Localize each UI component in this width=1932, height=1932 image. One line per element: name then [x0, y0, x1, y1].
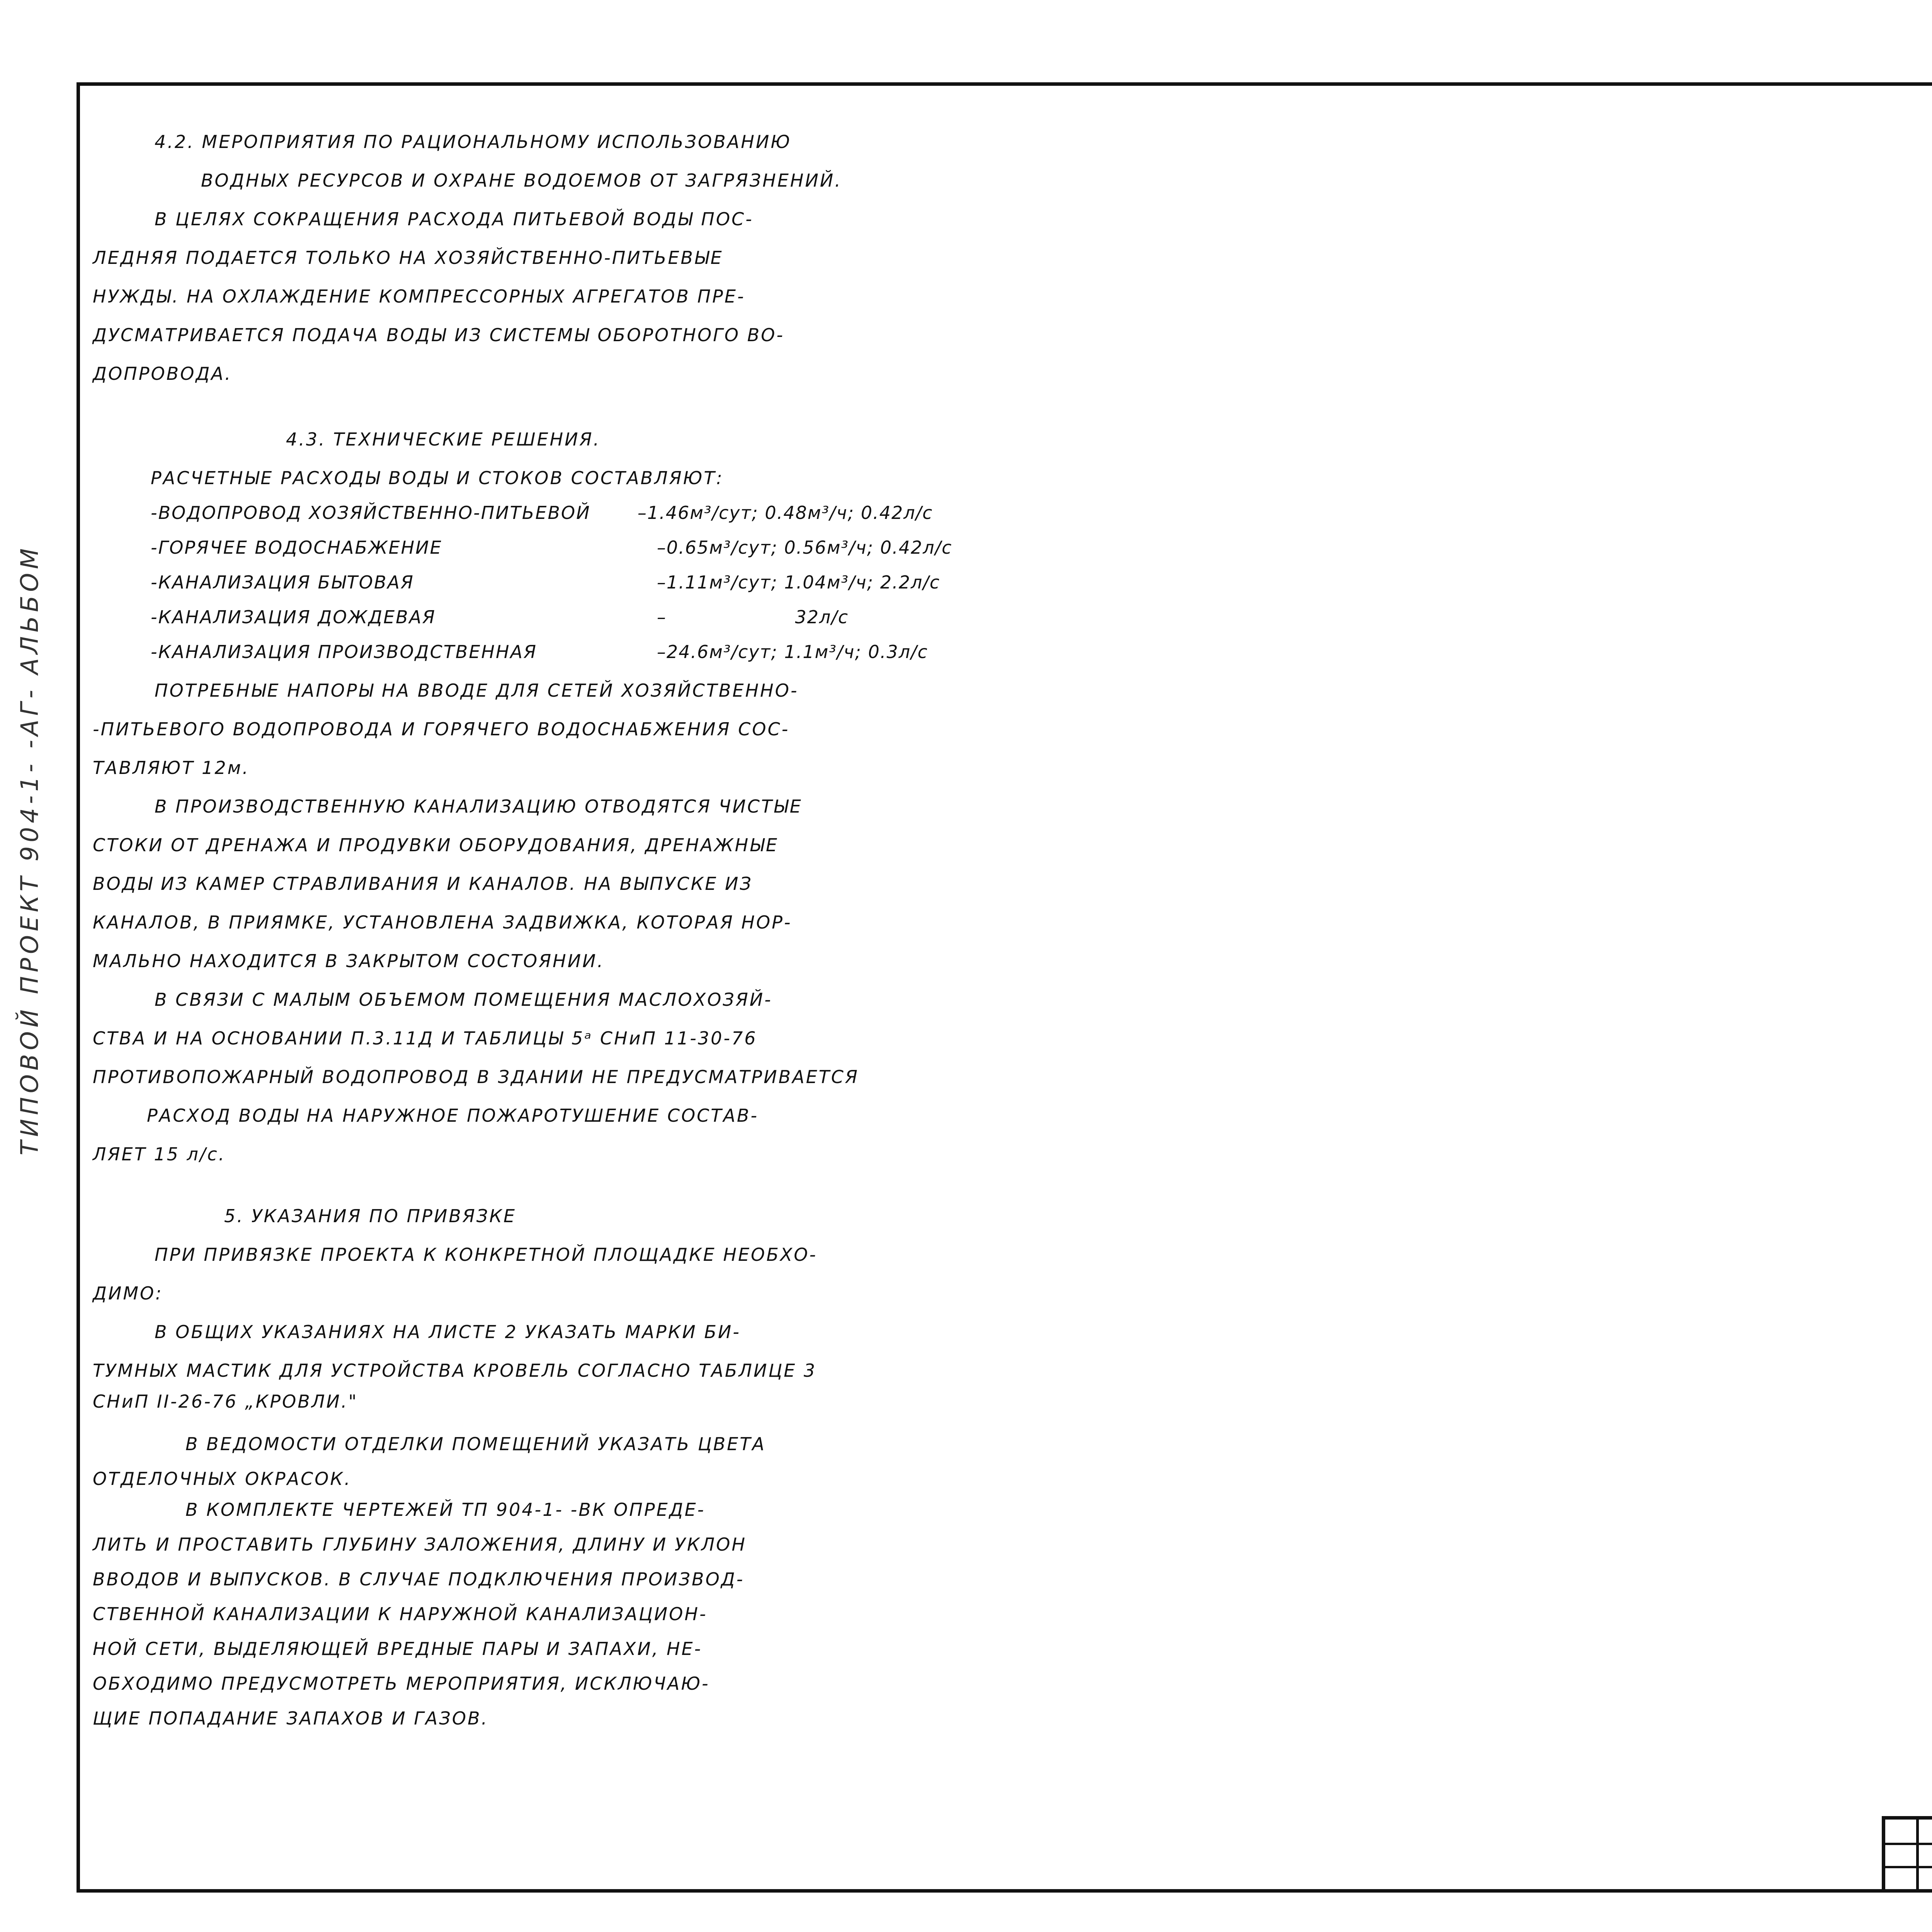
section-4-3-text-line: ПРОТИВОПОЖАРНЫЙ ВОДОПРОВОД В ЗДАНИИ НЕ ПРЕДУСМАТРИВАЕТСЯ — [93, 1066, 859, 1087]
flow-value-hot-water: –0.65м³/сут; 0.56м³/ч; 0.42л/с — [657, 537, 952, 558]
section-5-text-line: ДИМО: — [93, 1283, 163, 1304]
section-5-text-line: ВВОДОВ И ВЫПУСКОВ. В СЛУЧАЕ ПОДКЛЮЧЕНИЯ ПРОИЗВОД- — [93, 1569, 745, 1590]
section-4-3-text-line: ТАВЛЯЮТ 12м. — [93, 757, 250, 778]
section-4-3-text-line: МАЛЬНО НАХОДИТСЯ В ЗАКРЫТОМ СОСТОЯНИИ. — [93, 951, 605, 971]
flow-name-domestic-water: -ВОДОПРОВОД ХОЗЯЙСТВЕННО-ПИТЬЕВОЙ — [151, 502, 591, 523]
section-5-text-line: В ОБЩИХ УКАЗАНИЯХ НА ЛИСТЕ 2 УКАЗАТЬ МАРКИ БИ- — [155, 1321, 741, 1342]
flow-name-storm-sewer: -КАНАЛИЗАЦИЯ ДОЖДЕВАЯ — [151, 607, 436, 628]
section-5-text-line: ТУМНЫХ МАСТИК ДЛЯ УСТРОЙСТВА КРОВЕЛЬ СОГЛАСНО ТАБЛИЦЕ 3 — [93, 1360, 817, 1381]
flow-value-household-sewer: –1.11м³/сут; 1.04м³/ч; 2.2л/с — [657, 572, 940, 593]
section-4-3-text-line: ПОТРЕБНЫЕ НАПОРЫ НА ВВОДЕ ДЛЯ СЕТЕЙ ХОЗЯЙСТВЕННО- — [155, 680, 799, 701]
section-4-3-text-line: РАСХОД ВОДЫ НА НАРУЖНОЕ ПОЖАРОТУШЕНИЕ СОСТАВ- — [147, 1105, 759, 1126]
section-4-3-text-line: ВОДЫ ИЗ КАМЕР СТРАВЛИВАНИЯ И КАНАЛОВ. НА ВЫПУСКЕ ИЗ — [93, 873, 753, 894]
section-5-text-line: СТВЕННОЙ КАНАЛИЗАЦИИ К НАРУЖНОЙ КАНАЛИЗАЦИОН- — [93, 1604, 707, 1624]
section-4-3-text-line: В СВЯЗИ С МАЛЫМ ОБЪЕМОМ ПОМЕЩЕНИЯ МАСЛОХОЗЯЙ- — [155, 989, 772, 1010]
section-4-3-text-line: ЛЯЕТ 15 л/с. — [93, 1144, 226, 1165]
section-4-2-text-line: ДУСМАТРИВАЕТСЯ ПОДАЧА ВОДЫ ИЗ СИСТЕМЫ ОБОРОТНОГО ВО- — [93, 325, 785, 345]
section-5-text-line: В КОМПЛЕКТЕ ЧЕРТЕЖЕЙ ТП 904-1- -ВК ОПРЕДЕ- — [185, 1499, 706, 1520]
flow-name-hot-water: -ГОРЯЧЕЕ ВОДОСНАБЖЕНИЕ — [151, 537, 442, 558]
title-block — [1882, 1816, 1932, 1886]
section-4-3-text-line: КАНАЛОВ, В ПРИЯМКЕ, УСТАНОВЛЕНА ЗАДВИЖКА, КОТОРАЯ НОР- — [93, 912, 792, 933]
section-4-3-text-line: СТОКИ ОТ ДРЕНАЖА И ПРОДУВКИ ОБОРУДОВАНИЯ, ДРЕНАЖНЫЕ — [93, 835, 779, 855]
title-block-grid — [1882, 1816, 1932, 1889]
side-stamp: ТИПОВОЙ ПРОЕКТ 904-1- -АГ- АЛЬБОМ — [15, 544, 44, 1155]
section-5-heading: 5. УКАЗАНИЯ ПО ПРИВЯЗКЕ — [224, 1206, 517, 1226]
section-5-text-line: СНиП II-26-76 „КРОВЛИ." — [93, 1391, 358, 1412]
section-4-2-text-line: ЛЕДНЯЯ ПОДАЕТСЯ ТОЛЬКО НА ХОЗЯЙСТВЕННО-ПИТЬЕВЫЕ — [93, 247, 723, 268]
flow-value-domestic-water: –1.46м³/сут; 0.48м³/ч; 0.42л/с — [638, 502, 933, 523]
section-5-text-line: ЩИЕ ПОПАДАНИЕ ЗАПАХОВ И ГАЗОВ. — [93, 1708, 489, 1729]
flow-name-household-sewer: -КАНАЛИЗАЦИЯ БЫТОВАЯ — [151, 572, 414, 593]
section-4-3-intro: РАСЧЕТНЫЕ РАСХОДЫ ВОДЫ И СТОКОВ СОСТАВЛЯЮТ: — [151, 468, 724, 488]
section-4-2-heading-line2: ВОДНЫХ РЕСУРСОВ И ОХРАНЕ ВОДОЕМОВ ОТ ЗАГРЯЗНЕНИЙ. — [201, 170, 842, 191]
section-5-text-line: В ВЕДОМОСТИ ОТДЕЛКИ ПОМЕЩЕНИЙ УКАЗАТЬ ЦВЕТА — [185, 1434, 766, 1454]
section-5-text-line: ЛИТЬ И ПРОСТАВИТЬ ГЛУБИНУ ЗАЛОЖЕНИЯ, ДЛИНУ И УКЛОН — [93, 1534, 747, 1555]
section-5-text-line: ОТДЕЛОЧНЫХ ОКРАСОК. — [93, 1468, 352, 1489]
section-4-3-text-line: СТВА И НА ОСНОВАНИИ П.3.11Д И ТАБЛИЦЫ 5ᵃ СНиП 11-30-76 — [93, 1028, 757, 1049]
section-4-3-text-line: -ПИТЬЕВОГО ВОДОПРОВОДА И ГОРЯЧЕГО ВОДОСНАБЖЕНИЯ СОС- — [93, 719, 790, 740]
section-4-3-heading: 4.3. ТЕХНИЧЕСКИЕ РЕШЕНИЯ. — [286, 429, 601, 450]
section-4-2-heading-line1: 4.2. МЕРОПРИЯТИЯ ПО РАЦИОНАЛЬНОМУ ИСПОЛЬЗОВАНИЮ — [155, 131, 792, 152]
flow-value-storm-sewer: – 32л/с — [657, 607, 849, 628]
section-4-2-text-line: НУЖДЫ. НА ОХЛАЖДЕНИЕ КОМПРЕССОРНЫХ АГРЕГАТОВ ПРЕ- — [93, 286, 745, 307]
section-4-2-text-line: В ЦЕЛЯХ СОКРАЩЕНИЯ РАСХОДА ПИТЬЕВОЙ ВОДЫ ПОС- — [155, 209, 753, 230]
flow-name-industrial-sewer: -КАНАЛИЗАЦИЯ ПРОИЗВОДСТВЕННАЯ — [151, 641, 537, 662]
section-5-text-line: ПРИ ПРИВЯЗКЕ ПРОЕКТА К КОНКРЕТНОЙ ПЛОЩАДКЕ НЕОБХО- — [155, 1244, 818, 1265]
section-5-text-line: ОБХОДИМО ПРЕДУСМОТРЕТЬ МЕРОПРИЯТИЯ, ИСКЛЮЧАЮ- — [93, 1673, 710, 1694]
flow-value-industrial-sewer: –24.6м³/сут; 1.1м³/ч; 0.3л/с — [657, 641, 928, 662]
section-4-2-text-line: ДОПРОВОДА. — [93, 363, 232, 384]
section-4-3-text-line: В ПРОИЗВОДСТВЕННУЮ КАНАЛИЗАЦИЮ ОТВОДЯТСЯ ЧИСТЫЕ — [155, 796, 803, 817]
section-5-text-line: НОЙ СЕТИ, ВЫДЕЛЯЮЩЕЙ ВРЕДНЫЕ ПАРЫ И ЗАПАХИ, НЕ- — [93, 1638, 702, 1659]
